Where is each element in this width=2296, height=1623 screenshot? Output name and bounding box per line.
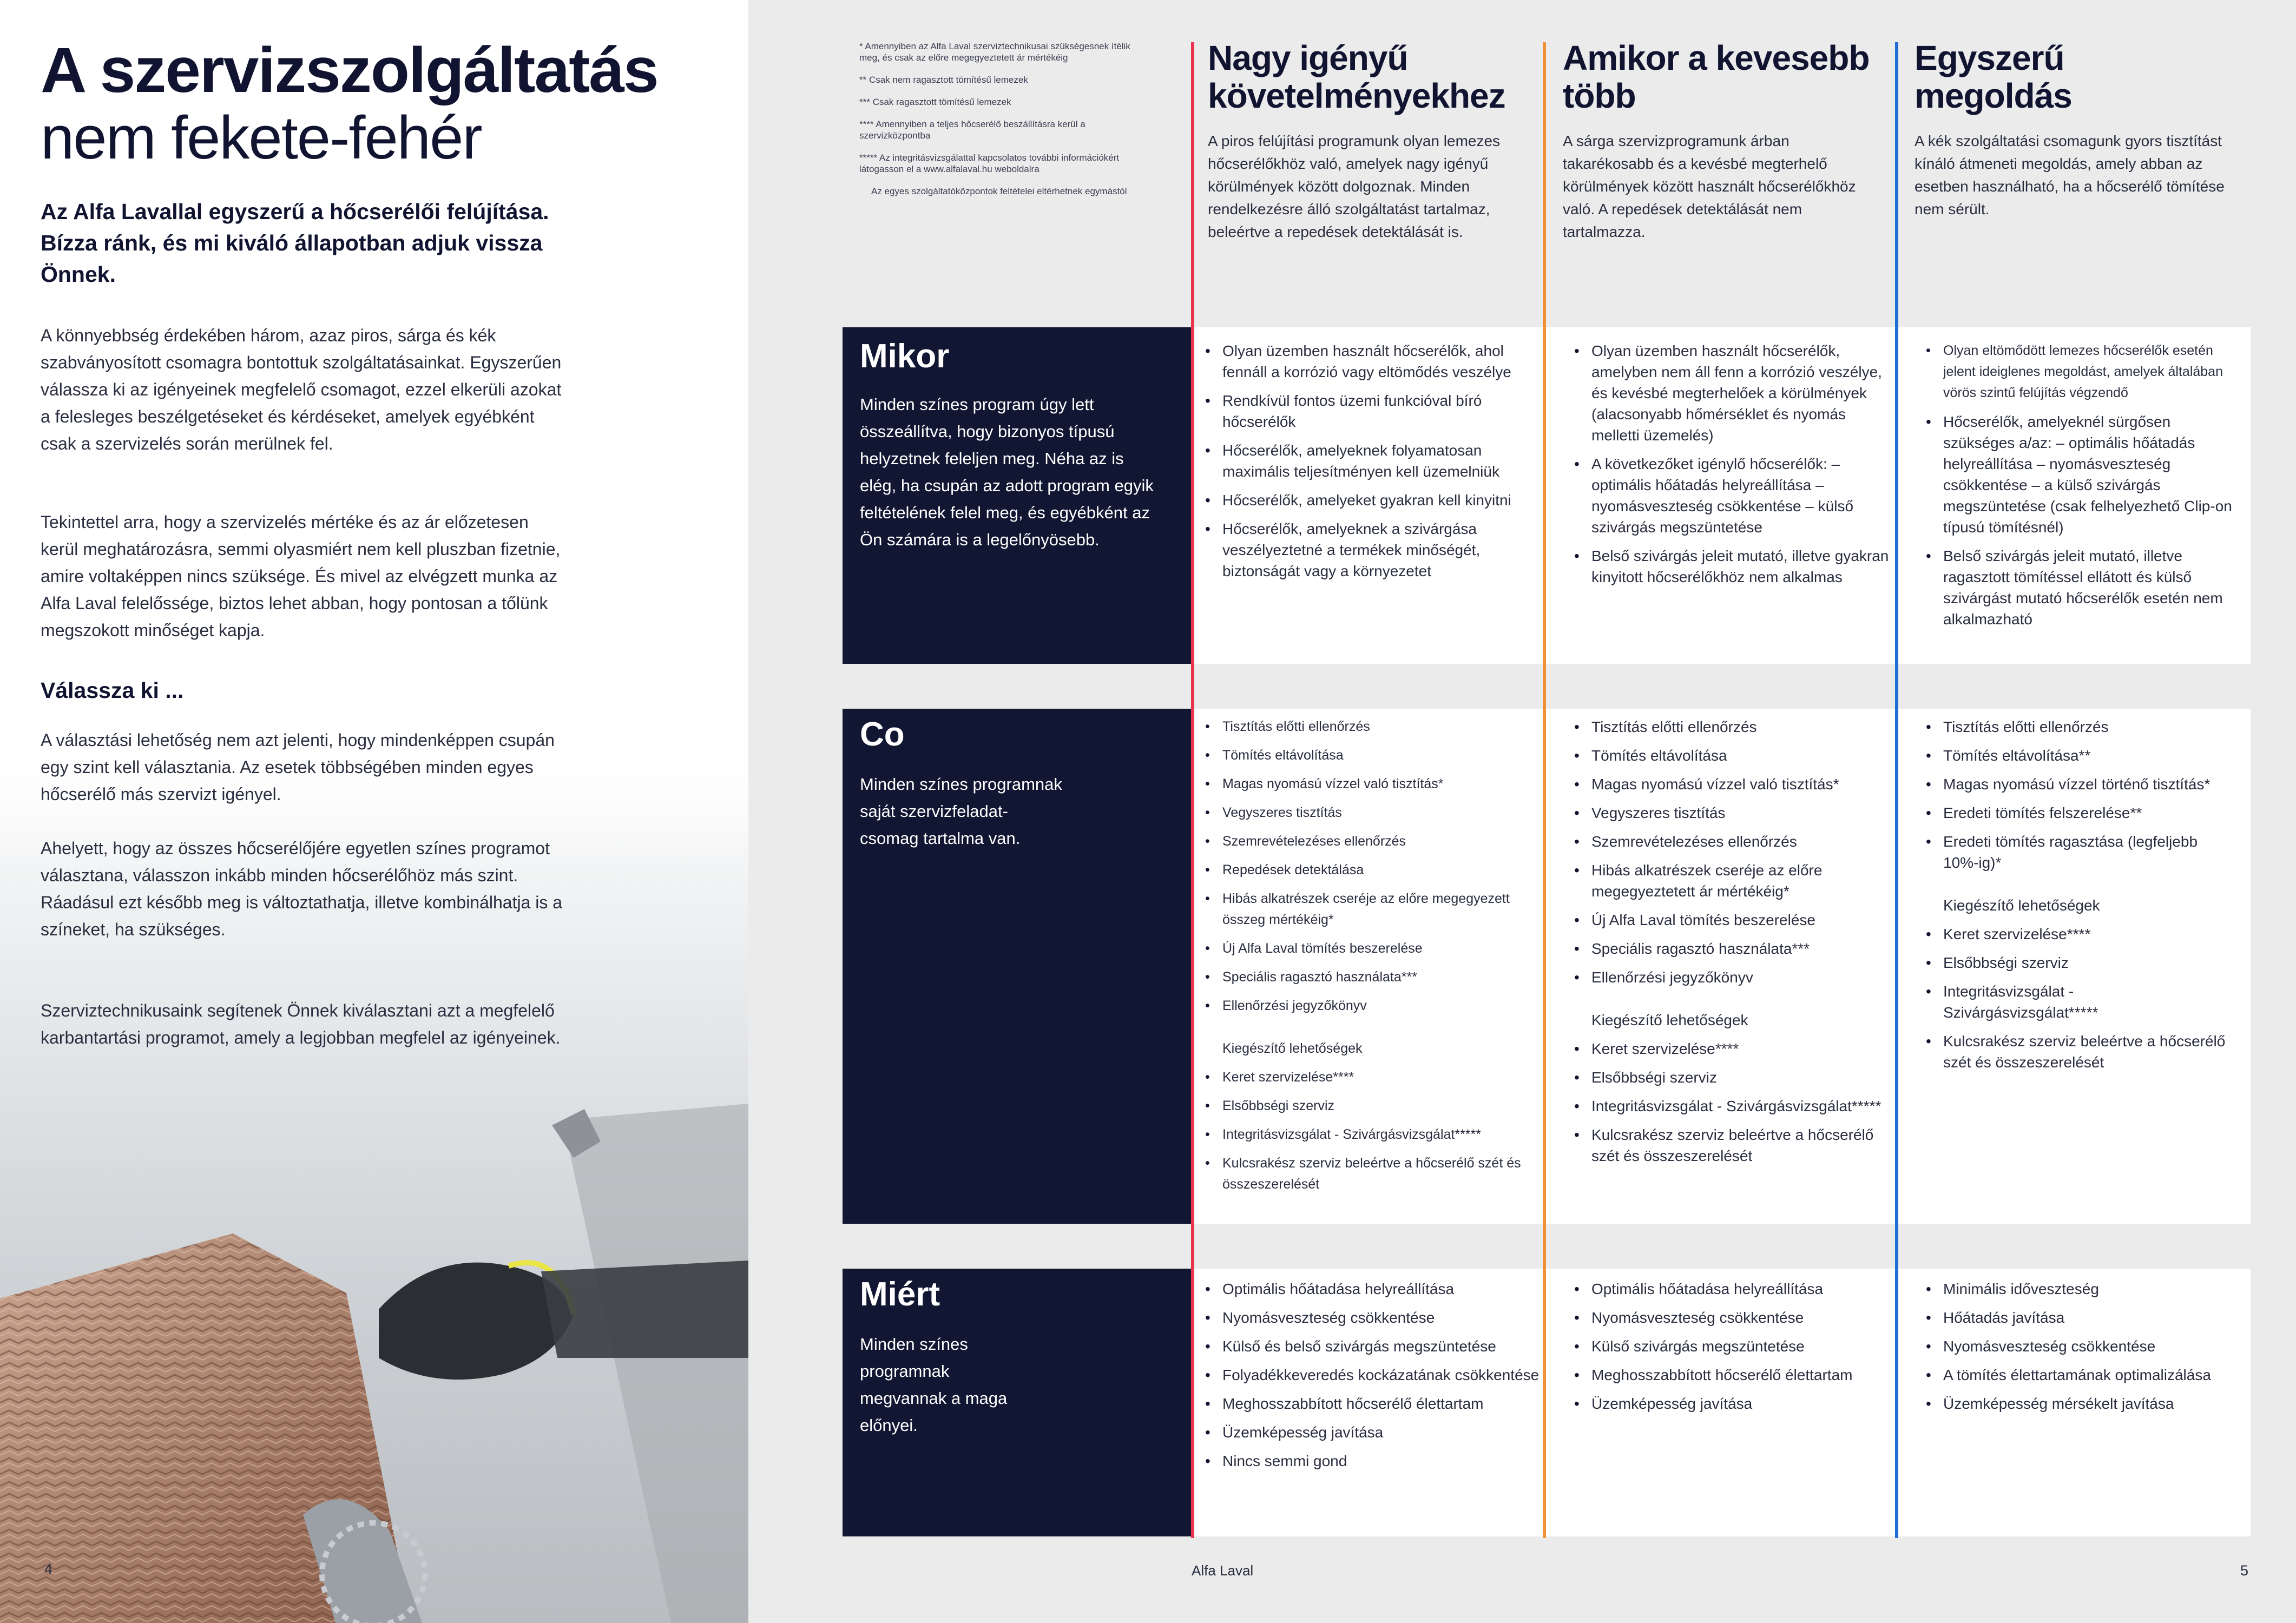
page-number-right: 5 — [2240, 1562, 2249, 1579]
list-item: • Nyomásveszteség csökkentése — [1572, 1307, 1897, 1328]
left-page — [0, 0, 748, 1623]
row-miert-content — [1193, 1269, 2251, 1536]
list-item: • Vegyszeres tisztítás — [1203, 802, 1544, 823]
list-item: • Magas nyomású vízzel való tisztítás* — [1203, 774, 1544, 795]
list-item: • Külső és belső szivárgás megszüntetése — [1203, 1336, 1544, 1357]
list-item: • Hibás alkatrészek cseréje az előre megegyeztetett ár mértékéig* — [1572, 860, 1897, 902]
row-co-title: Co — [860, 716, 905, 753]
list-item: • Kulcsrakész szerviz beleértve a hőcserélő szét és összeszerelését — [1572, 1124, 1897, 1166]
list-item: • Optimális hőátadása helyreállítása — [1203, 1278, 1544, 1299]
footnote-4: **** Amennyiben a teljes hőcserélő beszállításra kerül a szervizközpontba — [859, 119, 1085, 141]
mikor-blue-list — [1924, 340, 2243, 630]
blue-column-title: Egyszerű megoldás — [1915, 38, 2072, 115]
footnotes — [859, 41, 1141, 208]
list-item: • Új Alfa Laval tömítés beszerelése — [1203, 938, 1544, 959]
blue-column-rule — [1895, 42, 1898, 1538]
list-item: • Tisztítás előtti ellenőrzés — [1924, 716, 2227, 737]
list-item: • Folyadékkeveredés kockázatának csökkentése — [1203, 1364, 1544, 1386]
body-paragraph-5: Szerviztechnikusaink segítenek Önnek kiválasztani azt a megfelelő karbantartási programot, amely a legjobban megfelel az igényeinek. — [41, 1001, 561, 1047]
row-miert-title: Miért — [860, 1276, 940, 1313]
blue-column-desc: A kék szolgáltatási csomagunk gyors tisztítást kínáló átmeneti megoldás, amely abban az esetben használható, ha a hőcserélő tömítése nem sérült. — [1915, 133, 2225, 217]
list-item: • Hőátadás javítása — [1924, 1307, 2227, 1328]
list-item: • Tisztítás előtti ellenőrzés — [1203, 716, 1544, 737]
row-mikor-title: Mikor — [860, 338, 950, 375]
list-item: • A tömítés élettartamának optimalizálása — [1924, 1364, 2227, 1386]
row-miert-desc: Minden színes programnak megvannak a maga előnyei. — [860, 1335, 1008, 1435]
list-item: • Olyan üzemben használt hőcserélők, ahol fennáll a korrózió vagy eltömődés veszélye — [1203, 340, 1538, 382]
row-co-content — [1193, 709, 2251, 1224]
footer-brand: Alfa Laval — [1192, 1562, 1254, 1579]
list-item: • Vegyszeres tisztítás — [1572, 802, 1897, 823]
list-item: • Elsőbbségi szerviz — [1924, 952, 2227, 973]
list-item: • Tisztítás előtti ellenőrzés — [1572, 716, 1897, 737]
list-item: • Magas nyomású vízzel való tisztítás* — [1572, 774, 1897, 795]
list-item: • Repedések detektálása — [1203, 860, 1544, 881]
list-item: • Hőcserélők, amelyeknél sürgősen szükséges a/az: – optimális hőátadás helyreállítása – nyomásveszteség csökkentése – a külső szivárgás megszüntetése (csak felhelyezhető Clip-on típusú tömítésnél) — [1924, 411, 2243, 538]
miert-blue-list — [1924, 1278, 2227, 1414]
list-item: • Optimális hőátadása helyreállítása — [1572, 1278, 1897, 1299]
list-item: • Szemrevételezéses ellenőrzés — [1203, 831, 1544, 852]
footnote-1: * Amennyiben az Alfa Laval szerviztechnikusai szükségesnek ítélik meg, és csak az előre megegyeztetett ár mértékéig — [859, 41, 1130, 63]
list-item: • Nincs semmi gond — [1203, 1450, 1544, 1472]
list-item: • Tömítés eltávolítása — [1572, 745, 1897, 766]
list-item: • Belső szivárgás jeleit mutató, illetve gyakran kinyitott hőcserélőkhöz nem alkalmas — [1572, 545, 1897, 588]
list-item: • Kulcsrakész szerviz beleértve a hőcserélő szét és összeszerelését — [1203, 1153, 1544, 1195]
list-item: • Ellenőrzési jegyzőkönyv — [1203, 995, 1544, 1017]
list-item: • Keret szervizelése**** — [1572, 1038, 1897, 1059]
list-item: • Eredeti tömítés felszerelése** — [1924, 802, 2227, 823]
list-item: • Elsőbbségi szerviz — [1572, 1067, 1897, 1088]
body-paragraph-3: A választási lehetőség nem azt jelenti, hogy mindenképpen csupán egy szint kell választania. Az esetek többségében minden egyes hőcserélő más szervizt igényel. — [41, 730, 555, 804]
list-item: • Ellenőrzési jegyzőkönyv — [1572, 967, 1897, 988]
page-number-left: 4 — [44, 1561, 53, 1577]
page-title-bold: A szervizszolgáltatás — [41, 35, 658, 106]
list-item: • Hőcserélők, amelyeket gyakran kell kinyitni — [1203, 490, 1538, 511]
list-item: • Külső szivárgás megszüntetése — [1572, 1336, 1897, 1357]
body-paragraph-1: A könnyebbség érdekében három, azaz piros, sárga és kék szabványosított csomagra bontottuk szolgáltatásainkat. Egyszerűen válassza ki az igényeinek megfelelő csomagot, ezzel elkerüli azokat a felesleges beszélgetéseket és kérdéseket, amelyek egyébként csak a szervizelés során merülnek fel. — [41, 326, 562, 453]
mikor-yellow-list — [1572, 340, 1897, 588]
list-item: • Integritásvizsgálat - Szivárgásvizsgálat***** — [1924, 981, 2227, 1023]
list-item: • Rendkívül fontos üzemi funkcióval bíró hőcserélők — [1203, 390, 1538, 432]
co-blue-list — [1924, 716, 2227, 1073]
extras-heading: Kiegészítő lehetőségek — [1222, 1041, 1363, 1056]
yellow-column-rule — [1543, 42, 1546, 1538]
mikor-red-list — [1203, 340, 1538, 582]
yellow-column-title: Amikor a kevesebb több — [1563, 38, 1870, 115]
miert-red-list — [1203, 1278, 1544, 1472]
extras-heading: Kiegészítő lehetőségek — [1591, 1012, 1748, 1028]
section-title: Válassza ki ... — [41, 678, 184, 703]
red-column-rule — [1191, 42, 1194, 1538]
list-item: • Tömítés eltávolítása** — [1924, 745, 2227, 766]
row-co-label-box — [843, 709, 1193, 1224]
list-item: • Kulcsrakész szerviz beleértve a hőcserélő szét és összeszerelését — [1924, 1031, 2227, 1073]
row-mikor-content — [1193, 327, 2251, 664]
body-paragraph-2: Tekintettel arra, hogy a szervizelés mértéke és az ár előzetesen kerül meghatározásra, semmi olyasmiért nem kell pluszban fizetnie, amire voltaképpen nincs szüksége. És mivel az elvégzett munka az Alfa Laval felelőssége, biztos lehet abban, hogy pontosan a tőlünk megszokott minőséget kapja. — [41, 512, 561, 640]
list-item: • Eredeti tömítés ragasztása (legfeljebb 10%-ig)* — [1924, 831, 2227, 873]
red-column-title: Nagy igényű követelményekhez — [1208, 38, 1505, 115]
row-mikor-label-box — [843, 327, 1193, 664]
extras-heading: Kiegészítő lehetőségek — [1943, 897, 2100, 914]
list-item: • Hibás alkatrészek cseréje az előre megegyezett összeg mértékéig* — [1203, 888, 1544, 931]
list-item: • Üzemképesség mérsékelt javítása — [1924, 1393, 2227, 1414]
list-item: • Minimális időveszteség — [1924, 1278, 2227, 1299]
list-item: • Üzemképesség javítása — [1203, 1422, 1544, 1443]
row-miert-label-box — [843, 1269, 1193, 1536]
list-item: • Keret szervizelése**** — [1924, 923, 2227, 945]
list-item: • Nyomásveszteség csökkentése — [1924, 1336, 2227, 1357]
list-item: • Integritásvizsgálat - Szivárgásvizsgálat***** — [1572, 1096, 1897, 1117]
red-column-desc: A piros felújítási programunk olyan lemezes hőcserélőkhöz való, amelyek nagy igényű körülmények között dolgoznak. Minden rendelkezésre álló szolgáltatást tartalmaz, beleértve a repedések detektálását is. — [1208, 133, 1501, 240]
list-item: • Olyan üzemben használt hőcserélők, amelyben nem áll fenn a korrózió veszélye, és kevésbé megterhelőek a körülmények (alacsonyabb hőmérséklet és nyomás melletti üzemelés) — [1572, 340, 1897, 446]
list-item: • Magas nyomású vízzel történő tisztítás* — [1924, 774, 2227, 795]
list-item: • Olyan eltömődött lemezes hőcserélők esetén jelent ideiglenes megoldást, amelyek általában vörös szintű felújítás végzendő — [1924, 340, 2243, 404]
list-item: • Meghosszabbított hőcserélő élettartam — [1203, 1393, 1544, 1414]
footnote-5: ***** Az integritásvizsgálattal kapcsolatos további információkért látogasson el a www.alfalaval.hu weboldalra — [859, 153, 1120, 174]
lead-paragraph: Az Alfa Lavallal egyszerű a hőcserélői felújítása. Bízza ránk, és mi kiváló állapotban adjuk vissza Önnek. — [41, 199, 549, 287]
footnote-2: ** Csak nem ragasztott tömítésű lemezek — [859, 75, 1028, 85]
footnote-3: *** Csak ragasztott tömítésű lemezek — [859, 97, 1011, 107]
list-item: • Üzemképesség javítása — [1572, 1393, 1897, 1414]
body-paragraph-4: Ahelyett, hogy az összes hőcserélőjére egyetlen színes programot választana, válasszon inkább minden hőcserélőhöz más szint. Ráadásul ezt később meg is változtathatja, illetve kombinálhatja is a színeket, ha szükséges. — [41, 839, 563, 939]
list-item: • Meghosszabbított hőcserélő élettartam — [1572, 1364, 1897, 1386]
row-co-desc: Minden színes programnak saját szervizfeladat-csomag tartalma van. — [860, 775, 1062, 848]
list-item: • Nyomásveszteség csökkentése — [1203, 1307, 1544, 1328]
co-yellow-list — [1572, 716, 1897, 1166]
row-mikor-desc: Minden színes program úgy lett összeállítva, hogy bizonyos típusú helyzetnek feleljen meg. Néha az is elég, ha csupán az adott program egyik feltételének felel meg, és egyébként az Ön számára is a legelőnyösebb. — [860, 395, 1154, 549]
list-item: • Belső szivárgás jeleit mutató, illetve ragasztott tömítéssel ellátott és külső szivárgást mutató hőcserélők esetén nem alkalmazható — [1924, 545, 2243, 630]
list-item: • Speciális ragasztó használata*** — [1203, 967, 1544, 988]
list-item: • Keret szervizelése**** — [1203, 1067, 1544, 1088]
list-item: • Szemrevételezéses ellenőrzés — [1572, 831, 1897, 852]
list-item: • Tömítés eltávolítása — [1203, 745, 1544, 766]
list-item: • A következőket igénylő hőcserélők: – optimális hőátadás helyreállítása – nyomásveszteség csökkentése – külső szivárgás megszüntetése — [1572, 453, 1897, 538]
list-item: • Hőcserélők, amelyeknek a szivárgása veszélyeztetné a termékek minőségét, biztonságát vagy a környezetet — [1203, 518, 1538, 582]
list-item: • Hőcserélők, amelyeknek folyamatosan maximális teljesítményen kell üzemelniük — [1203, 440, 1538, 482]
list-item: • Integritásvizsgálat - Szivárgásvizsgálat***** — [1203, 1124, 1544, 1145]
yellow-column-desc: A sárga szervizprogramunk árban takarékosabb és a kevésbé megterhelő körülmények között használt hőcserélőkhöz való. A repedések detektálását nem tartalmazza. — [1563, 133, 1856, 240]
page-title-light: nem fekete-fehér — [41, 104, 482, 171]
footnote-6: Az egyes szolgáltatóközpontok feltételei eltérhetnek egymástól — [871, 186, 1127, 196]
list-item: • Új Alfa Laval tömítés beszerelése — [1572, 909, 1897, 931]
list-item: • Elsőbbségi szerviz — [1203, 1096, 1544, 1117]
list-item: • Speciális ragasztó használata*** — [1572, 938, 1897, 959]
miert-yellow-list — [1572, 1278, 1897, 1414]
co-red-list — [1203, 716, 1544, 1195]
